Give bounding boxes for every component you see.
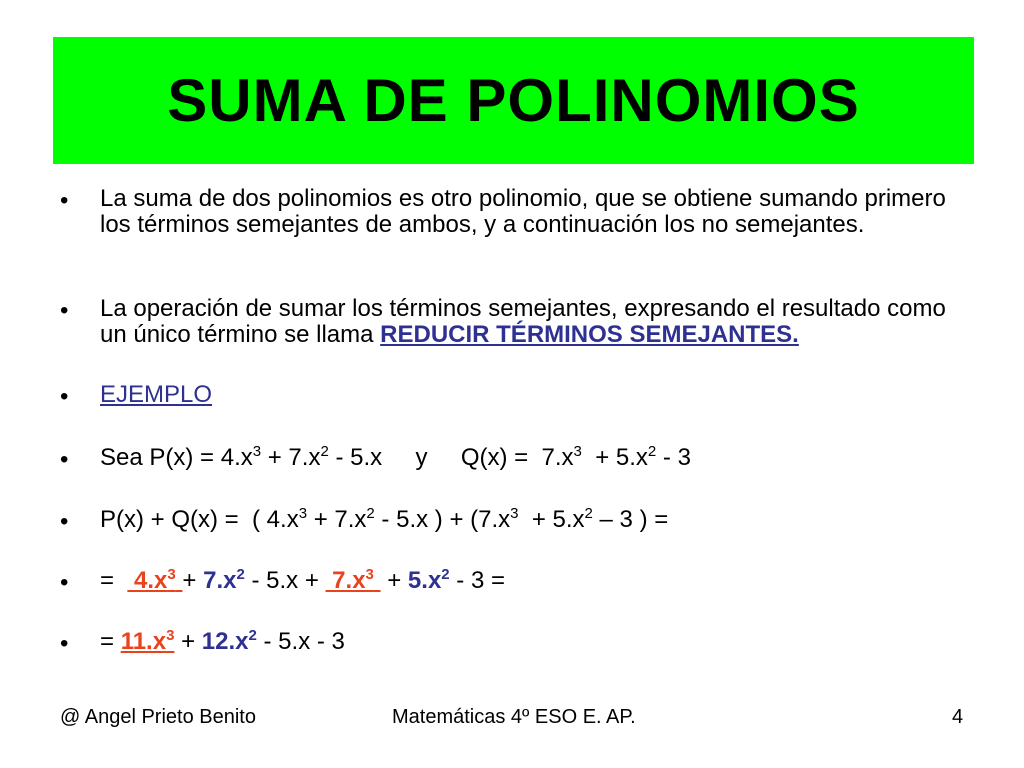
exponent: 2 [647, 443, 657, 460]
expr-part: - 5.x + [244, 567, 326, 594]
term-12x2 [202, 628, 257, 655]
expr-part: – 3 ) = [592, 506, 669, 533]
exponent: 3 [252, 443, 262, 460]
grouping-step [100, 568, 960, 594]
title-banner [53, 37, 974, 164]
footer-page-number: 4 [952, 706, 964, 728]
expr-part: + [182, 567, 204, 594]
exponent: 2 [320, 443, 329, 460]
exponent: 2 [441, 566, 450, 583]
term-11x3 [121, 628, 175, 655]
expr-part: + [380, 567, 408, 594]
exponent: 2 [248, 627, 257, 644]
term-text: 12.x [201, 628, 249, 655]
bullet-marker: • [60, 446, 69, 473]
slide-title: SUMA DE POLINOMIOS [167, 67, 860, 134]
expr-part: P(x) + Q(x) = ( 4.x [100, 506, 299, 533]
exponent: 2 [366, 505, 375, 522]
expr-part: = [100, 628, 121, 655]
term-7x2 [203, 567, 245, 594]
bullet-marker: • [60, 187, 69, 214]
exponent: 3 [166, 627, 175, 644]
expr-part: - 3 = [449, 567, 505, 594]
bullet-marker: • [60, 630, 69, 657]
exponent: 3 [298, 505, 308, 522]
term-pad [374, 567, 381, 594]
term-text: 11.x [120, 628, 167, 655]
exponent: 3 [510, 505, 519, 522]
expr-part: - 3 [656, 444, 691, 471]
bullet-marker: • [60, 383, 69, 410]
expr-part: + 7.x [307, 506, 367, 533]
term-text: 7.x [203, 567, 237, 594]
bullet-marker: • [60, 569, 69, 596]
definition-paragraph: La suma de dos polinomios es otro polinomio, que se obtiene sumando primero los términos semejantes de ambos, y a continuación los no semejantes. [100, 185, 946, 238]
reduction-text: La operación de sumar los términos semejantes, expresando el resultado como un único término se llama [100, 295, 946, 348]
expr-part: - 5.x - 3 [256, 628, 345, 655]
expr-part: + 5.x [518, 506, 585, 533]
bullet-marker: • [60, 297, 69, 324]
polynomials-definition [100, 445, 960, 471]
expr-part: - 5.x y Q(x) = 7.x [328, 444, 574, 471]
bullet-marker: • [60, 508, 69, 535]
expr-part: + 5.x [581, 444, 648, 471]
footer-course: Matemáticas 4º ESO E. AP. [392, 706, 636, 728]
term-7x3 [326, 567, 381, 594]
expr-part: + 7.x [261, 444, 321, 471]
term-text: 5.x [407, 567, 442, 594]
footer-author: @ Angel Prieto Benito [60, 706, 256, 728]
term-text: 4.x [127, 567, 168, 594]
exponent: 3 [167, 566, 176, 583]
expr-part: + [174, 628, 202, 655]
term-text: 7.x [325, 567, 366, 594]
result-expression [100, 629, 960, 655]
term-5x2 [408, 567, 450, 594]
expr-part: Sea P(x) = 4.x [100, 444, 253, 471]
sum-expression [100, 507, 960, 533]
exponent: 2 [236, 566, 245, 583]
reduction-term-link[interactable]: REDUCIR TÉRMINOS SEMEJANTES. [380, 321, 799, 348]
exponent: 3 [573, 443, 582, 460]
reduction-paragraph [100, 296, 960, 348]
term-4x3 [127, 567, 182, 594]
expr-part: - 5.x ) + (7.x [374, 506, 511, 533]
exponent: 3 [365, 566, 374, 583]
exponent: 2 [584, 505, 593, 522]
example-link[interactable]: EJEMPLO [100, 381, 213, 408]
expr-part: = [100, 567, 128, 594]
